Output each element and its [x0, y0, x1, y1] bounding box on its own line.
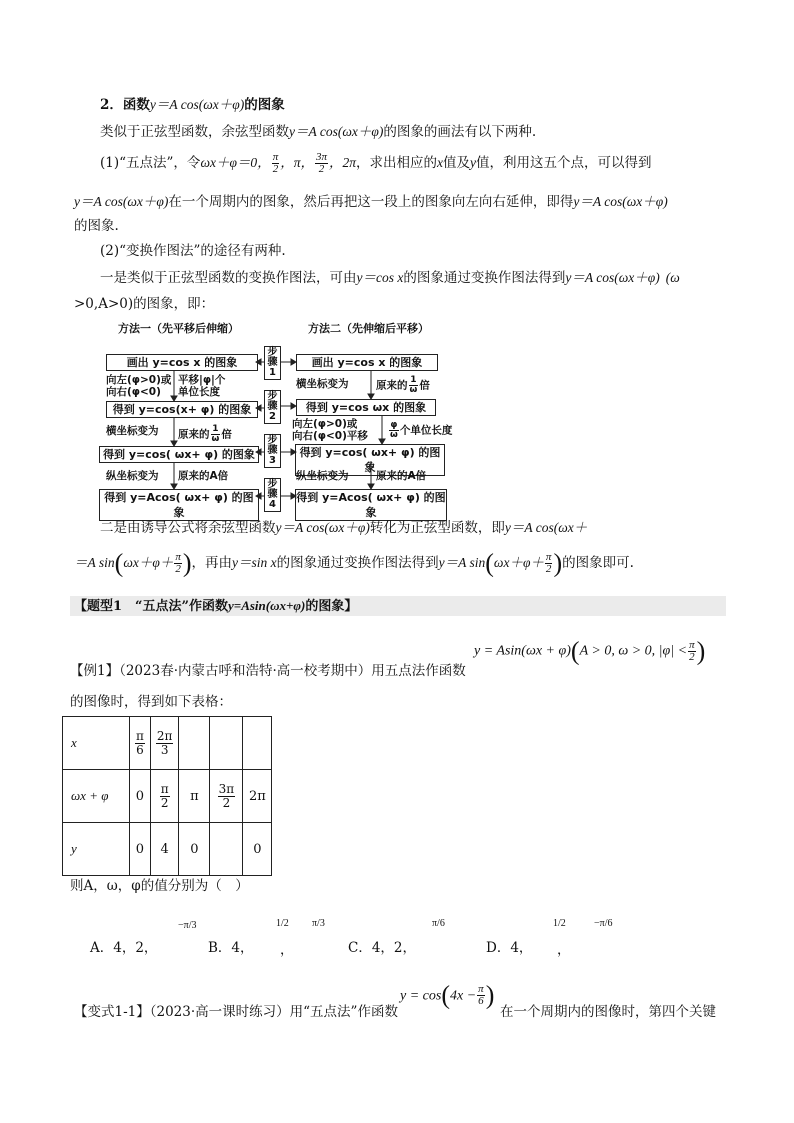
p3-text: 一是类似于正弦型函数的变换作图法，可由: [100, 270, 357, 286]
intro-formula: y＝A cos(ωx＋φ): [289, 124, 384, 139]
frac-den: ω: [409, 385, 418, 395]
table-cell: x: [63, 717, 130, 770]
left-box-3: 得到 y=cos( ωx+ φ) 的图象: [99, 446, 259, 463]
pi-over-2: [688, 640, 696, 663]
table-cell: [243, 717, 272, 770]
variant-formula: y = cos(4x − $\frac{\pi}{6}$ ): [400, 980, 495, 1010]
flowchart-arrows: [96, 318, 456, 512]
table-row: [63, 823, 272, 876]
method-one-paragraph: [100, 268, 680, 288]
option-b[interactable]: [208, 936, 254, 956]
question-type-banner: [70, 596, 726, 616]
frac-den: ω: [211, 434, 220, 444]
five-point-paragraph: [100, 152, 652, 175]
p4b-inner2: ωx＋φ＋: [493, 555, 544, 570]
method-two-paragraph-line2: ＝A sin(ωx＋φ＋ $\frac{\pi}{2}$ )，再由y＝sin x的图象通过变换作图法得到y＝A sin(ωx＋φ＋ $\frac{\pi}{2}$ )的图象即可.: [74, 548, 634, 578]
step-2: 步 骤 2: [264, 390, 281, 424]
right-label-1b: [376, 376, 430, 395]
frac-den: 2: [272, 163, 279, 175]
transform-paragraph: [100, 241, 286, 261]
frac-num: 1: [410, 375, 417, 385]
frac-num: π: [689, 639, 695, 651]
example1-text2: 的图像时，得到如下表格：: [70, 694, 232, 710]
left-label-3b: 原来的A倍: [178, 470, 229, 482]
p1-text: (1)“五点法”，令: [100, 155, 201, 171]
three-pi-over-2: [315, 152, 328, 175]
left-label-2c: 倍: [221, 428, 232, 441]
pi-over-2: [545, 552, 553, 575]
phi-over-omega: [389, 421, 399, 440]
right-label-1c: 倍: [419, 379, 430, 392]
table-cell: 0: [130, 770, 151, 823]
frac-num: π: [545, 551, 552, 563]
flowchart-header-left: 方法一（先平移后伸缩）: [118, 322, 239, 335]
five-point-paragraph-line2: [74, 192, 668, 212]
right-label-3b: 原来的A倍: [376, 470, 427, 482]
p3-formula2: y＝A cos(ωx＋φ): [565, 270, 660, 285]
p1-end: ，2π: [328, 155, 356, 170]
method-one-paragraph-line2: [74, 294, 214, 314]
left-label-3a: 纵坐标变为: [106, 470, 159, 482]
table-row: [63, 717, 272, 770]
option-a-value: −π/3: [178, 920, 197, 931]
left-label-2a: 横坐标变为: [106, 425, 159, 437]
option-d-value2: −π/6: [594, 918, 613, 929]
p3-mid: 的图象通过变换作图法得到: [403, 270, 566, 286]
frac-num: 1: [212, 424, 219, 434]
frac-num: π: [175, 551, 181, 563]
p1-formula: ωx＋φ＝0，: [200, 155, 271, 170]
variant-text: 【变式1-1】（2023·高一课时练习）用“五点法”作函数: [74, 1004, 398, 1020]
left-box-2: 得到 y=cos(x+ φ) 的图象: [106, 401, 258, 418]
p4b-end: 的图象即可.: [562, 555, 634, 571]
p1b-formula: y＝A cos(ωx＋φ): [74, 194, 169, 209]
left-label-2b: [178, 425, 232, 444]
banner-text-post: 的图象】: [305, 599, 358, 614]
p4b-mid2: 的图象通过变换作图法得到: [276, 555, 439, 571]
option-d[interactable]: [486, 936, 532, 956]
option-b-label: B．4，: [208, 940, 254, 956]
p4b-formula: ＝A sin: [74, 555, 115, 570]
option-d-sep: ，: [557, 942, 571, 958]
variant-text-post: 在一个周期内的图像时，第四个关键: [500, 1004, 716, 1020]
table-cell: [210, 717, 243, 770]
example1-formula-main: y = Asin(ωx + φ): [474, 643, 571, 659]
frac-den: 2: [175, 563, 181, 575]
variant-inner: 4x −: [450, 988, 477, 1004]
right-label-2c-text: 个单位长度: [399, 424, 453, 437]
p1b-text: 在一个周期内的图象，然后再把这一段上的图象向左向右延伸，即得: [168, 194, 574, 210]
right-label-2c: [388, 421, 452, 440]
table-cell: π: [179, 770, 210, 823]
option-d-label: D．4，: [486, 940, 533, 956]
pi-over-6: [477, 984, 485, 1007]
option-b-value1: 1/2: [276, 918, 289, 929]
p3-paren: (ω: [665, 270, 680, 285]
frac-den: 2: [318, 163, 325, 175]
p4-formula2: y＝A cos(ωx＋: [504, 520, 588, 535]
right-label-3a: 纵坐标变为: [296, 470, 349, 482]
banner-text: 【题型1 “五点法”作函数: [74, 599, 229, 614]
right-box-1: 画出 y=cos x 的图象: [296, 354, 438, 371]
heading-formula: y＝A cos(ωx＋φ): [149, 97, 245, 112]
table-row: [63, 770, 272, 823]
example1-text: 【例1】（2023春·内蒙古呼和浩特·高一校考期中）用五点法作函数: [70, 663, 466, 679]
option-d-value1: 1/2: [553, 918, 566, 929]
left-label-1b: 向右(φ<0): [106, 386, 161, 398]
p2-text: (2)“变换作图法”的途径有两种.: [100, 243, 286, 259]
table-cell: 0: [130, 823, 151, 876]
five-point-paragraph-line3: [74, 216, 119, 236]
variant-formula-main: y = cos: [400, 988, 442, 1004]
p3b-text: >0,A>0)的图象，即：: [74, 296, 215, 312]
method-two-paragraph: [100, 518, 587, 538]
example1-formula: y = Asin(ωx + φ)(A > 0, ω > 0, |φ| < $\frac{\pi}{2}$ ): [474, 636, 706, 666]
p1c-text: 的图象.: [74, 218, 119, 234]
step-4: 步 骤 4: [264, 478, 281, 512]
right-label-2b: 向右(φ<0)平移: [292, 430, 368, 442]
pi-over-2: [174, 552, 182, 575]
flowchart-header-right: 方法二（先伸缩后平移）: [308, 322, 429, 335]
frac-num: φ: [390, 420, 398, 430]
right-label-2a: 向左(φ>0)或: [292, 418, 358, 430]
values-table: [62, 716, 272, 876]
table-cell: 2π: [243, 770, 272, 823]
p1b-formula2: y＝A cos(ωx＋φ): [573, 194, 668, 209]
one-over-omega: [211, 425, 221, 444]
step-1: 步 骤 1: [264, 346, 281, 380]
p4-formula: y＝A cos(ωx＋φ): [275, 520, 370, 535]
left-label-1c: 平移|φ|个: [178, 374, 226, 386]
heading-number: 2．: [100, 97, 123, 113]
table-cell: $\frac{2\pi}{3}$: [150, 717, 179, 770]
right-box-2: 得到 y=cos ωx 的图象: [296, 399, 436, 416]
option-a[interactable]: [90, 936, 157, 956]
p1-post3: 值，利用这五个点，可以得到: [476, 155, 652, 171]
left-label-2b-text: 原来的: [178, 428, 210, 441]
intro-text: 类似于正弦型函数，余弦型函数: [100, 124, 289, 140]
intro-paragraph: [100, 122, 536, 142]
option-c-label: C．4，2，: [348, 940, 417, 956]
p3-formula: y＝cos x: [356, 270, 404, 285]
frac-num: π: [478, 983, 484, 995]
heading-text: 函数: [122, 97, 150, 113]
p1-post2: 值及: [443, 155, 470, 171]
intro-text-post: 的图象的画法有以下两种.: [383, 124, 537, 140]
table-cell: [210, 823, 243, 876]
banner-formula: y=Asin(ωx+φ): [228, 598, 306, 613]
step-3: 步 骤 3: [264, 434, 281, 468]
frac-den: ω: [390, 430, 398, 440]
left-label-1d: 单位长度: [178, 386, 220, 398]
p1-x: x: [437, 155, 443, 170]
table-cell: 0: [179, 823, 210, 876]
table-cell: $\frac{3\pi}{2}$: [210, 770, 243, 823]
table-cell: y: [63, 823, 130, 876]
p4b-formula3: y＝A sin: [438, 555, 486, 570]
left-label-1a: 向左(φ>0)或: [106, 374, 172, 386]
option-b-sep: ，: [280, 942, 294, 958]
table-cell: [179, 717, 210, 770]
transform-flowchart: [96, 318, 456, 519]
p4b-inner: ωx＋φ＋: [123, 555, 174, 570]
pi-over-2: [272, 152, 280, 175]
p4b-formula2: y＝sin x: [232, 555, 277, 570]
p4-mid: 转化为正弦型函数，即: [369, 520, 505, 536]
right-label-1a: 横坐标变为: [296, 378, 349, 390]
table-cell: ωx + φ: [63, 770, 130, 823]
left-box-1: 画出 y=cos x 的图象: [106, 354, 258, 371]
p4b-mid: ，再由: [191, 555, 232, 571]
frac-den: 2: [689, 651, 695, 663]
p4-text: 二是由诱导公式将余弦型函数: [100, 520, 276, 536]
right-box-3: 得到 y=cos( ωx+ φ) 的图象: [295, 444, 445, 476]
frac-num: π: [272, 151, 279, 163]
p1-post: ，求出相应的: [356, 155, 437, 171]
left-box-4: 得到 y=Acos( ωx+ φ) 的图象: [99, 489, 259, 521]
option-c-value: π/6: [432, 918, 445, 929]
example1-condition: A > 0, ω > 0, |φ| <: [579, 643, 688, 659]
p1-mid: ，π，: [280, 155, 314, 170]
right-box-4: 得到 y=Acos( ωx+ φ) 的图象: [296, 491, 446, 519]
p1-y: y: [470, 155, 476, 170]
heading-text-post: 的图象: [244, 97, 285, 113]
frac-num: 3π: [315, 151, 327, 163]
table-cell: $\frac{\pi}{6}$: [130, 717, 151, 770]
option-c[interactable]: [348, 936, 416, 956]
table-cell: 4: [150, 823, 179, 876]
table-cell: 0: [243, 823, 272, 876]
one-over-omega: [409, 376, 419, 395]
frac-den: 6: [478, 995, 484, 1007]
right-label-1b-text: 原来的: [376, 379, 408, 392]
example1-question: 则A，ω，φ的值分别为（ ）: [70, 878, 249, 894]
option-a-label: A．4，2，: [90, 940, 158, 956]
option-b-value2: π/3: [312, 918, 325, 929]
section-heading: [100, 95, 285, 115]
frac-den: 2: [545, 563, 552, 575]
table-cell: $\frac{\pi}{2}$: [150, 770, 179, 823]
